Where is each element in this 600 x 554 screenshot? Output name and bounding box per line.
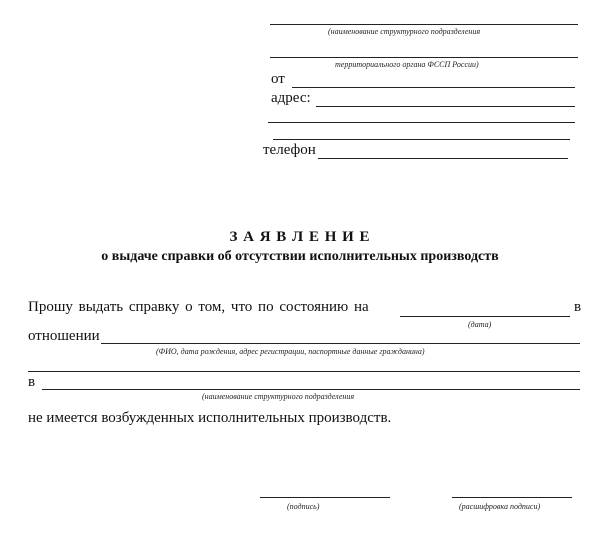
address-label: адрес: — [271, 90, 311, 106]
decode-caption: (расшифровка подписи) — [459, 502, 541, 511]
phone-line[interactable] — [318, 158, 568, 159]
fssp-line[interactable] — [270, 57, 578, 58]
person-caption: (ФИО, дата рождения, адрес регистрации, паспортные данные гражданина) — [156, 347, 425, 356]
from-line[interactable] — [292, 87, 575, 88]
date-caption: (дата) — [468, 320, 492, 329]
request-text: Прошу выдать справку о том, что по состоянию на — [28, 299, 369, 315]
address-line[interactable] — [316, 106, 575, 107]
address-line-2[interactable] — [268, 122, 575, 123]
in-label: в — [28, 374, 36, 390]
decode-line[interactable] — [452, 497, 572, 498]
in-suffix: в — [574, 299, 582, 315]
struct-unit-caption: (наименование структурного подразделения — [328, 27, 481, 36]
person-line-2[interactable] — [28, 371, 580, 372]
person-line[interactable] — [101, 343, 580, 344]
document-subtitle: о выдаче справки об отсутствии исполнительных производств — [101, 249, 499, 264]
signature-line[interactable] — [260, 497, 390, 498]
address-line-3[interactable] — [273, 139, 570, 140]
document-title: З А Я В Л Е Н И Е — [229, 229, 371, 245]
date-line[interactable] — [400, 316, 570, 317]
unit-line[interactable] — [42, 389, 580, 390]
signature-caption: (подпись) — [287, 502, 320, 511]
struct-unit-line[interactable] — [270, 24, 578, 25]
fssp-caption: территориального органа ФССП России) — [335, 60, 479, 69]
closing-text: не имеется возбужденных исполнительных производств. — [28, 410, 392, 426]
from-label: от — [271, 71, 285, 87]
phone-label: телефон — [263, 142, 316, 158]
unit-caption: (наименование структурного подразделения — [202, 392, 355, 401]
regarding-label: отношении — [28, 328, 100, 344]
